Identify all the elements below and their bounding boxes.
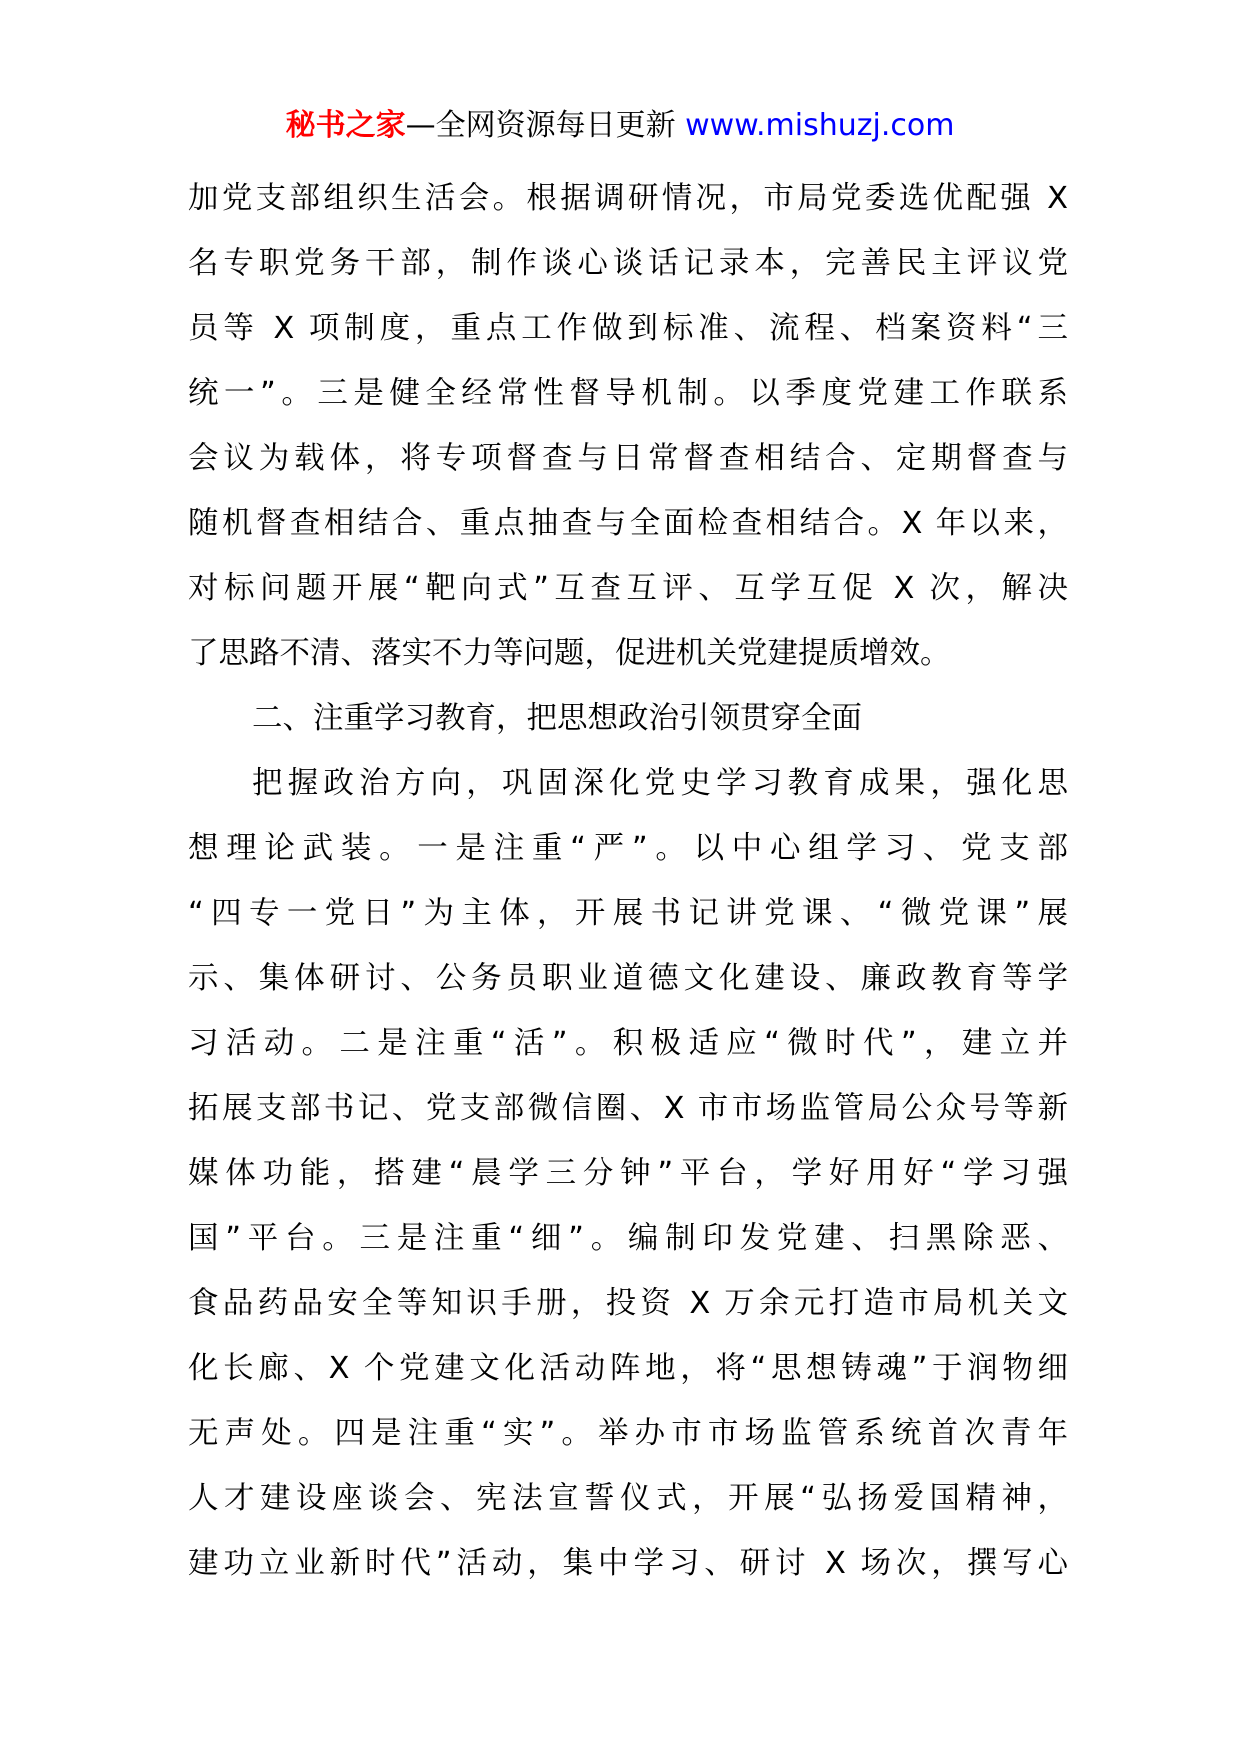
site-url-link[interactable]: www.mishuzj.com (685, 108, 955, 143)
paragraph-end-line: 了思路不清、落实不力等问题，促进机关党建提质增效。 (188, 636, 951, 671)
text-line: 国”平台。三是注重“细”。编制印发党建、扫黑除恶、 (188, 1221, 1068, 1256)
text-line: 拓展支部书记、党支部微信圈、X 市市场监管局公众号等新 (188, 1091, 1068, 1126)
text-line: 会议为载体，将专项督查与日常督查相结合、定期督查与 (188, 441, 1068, 476)
text-line: 建功立业新时代”活动，集中学习、研讨 X 场次，撰写心 (188, 1546, 1068, 1581)
text-line: 随机督查相结合、重点抽查与全面检查相结合。X 年以来， (188, 506, 1068, 541)
text-line: “四专一党日”为主体，开展书记讲党课、“微党课”展 (188, 896, 1068, 931)
text-line: 食品药品安全等知识手册，投资 X 万余元打造市局机关文 (188, 1286, 1068, 1321)
text-line: 想理论武装。一是注重“严”。以中心组学习、党支部 (188, 831, 1068, 866)
text-line: 无声处。四是注重“实”。举办市市场监管系统首次青年 (188, 1416, 1068, 1451)
text-line: 人才建设座谈会、宪法宣誓仪式，开展“弘扬爱国精神， (188, 1481, 1068, 1516)
document-body (188, 166, 1068, 1596)
text-line: 示、集体研讨、公务员职业道德文化建设、廉政教育等学 (188, 961, 1068, 996)
text-line: 媒体功能，搭建“晨学三分钟”平台，学好用好“学习强 (188, 1156, 1068, 1191)
site-header (0, 104, 1240, 148)
text-line: 化长廊、X 个党建文化活动阵地，将“思想铸魂”于润物细 (188, 1351, 1068, 1386)
text-line: 员等 X 项制度，重点工作做到标准、流程、档案资料“三 (188, 311, 1068, 346)
text-line: 对标问题开展“靶向式”互查互评、互学互促 X 次，解决 (188, 571, 1068, 606)
header-tagline: —全网资源每日更新 (405, 108, 686, 143)
paragraph-start-line: 把握政治方向，巩固深化党史学习教育成果，强化思 (252, 766, 1068, 801)
brand-name: 秘书之家 (285, 108, 406, 143)
text-line: 习活动。二是注重“活”。积极适应“微时代”，建立并 (188, 1026, 1068, 1061)
text-line: 统一”。三是健全经常性督导机制。以季度党建工作联系 (188, 376, 1068, 411)
text-line: 加党支部组织生活会。根据调研情况，市局党委选优配强 X (188, 181, 1068, 216)
text-line: 名专职党务干部，制作谈心谈话记录本，完善民主评议党 (188, 246, 1068, 281)
section-heading: 二、注重学习教育，把思想政治引领贯穿全面 (252, 701, 862, 736)
